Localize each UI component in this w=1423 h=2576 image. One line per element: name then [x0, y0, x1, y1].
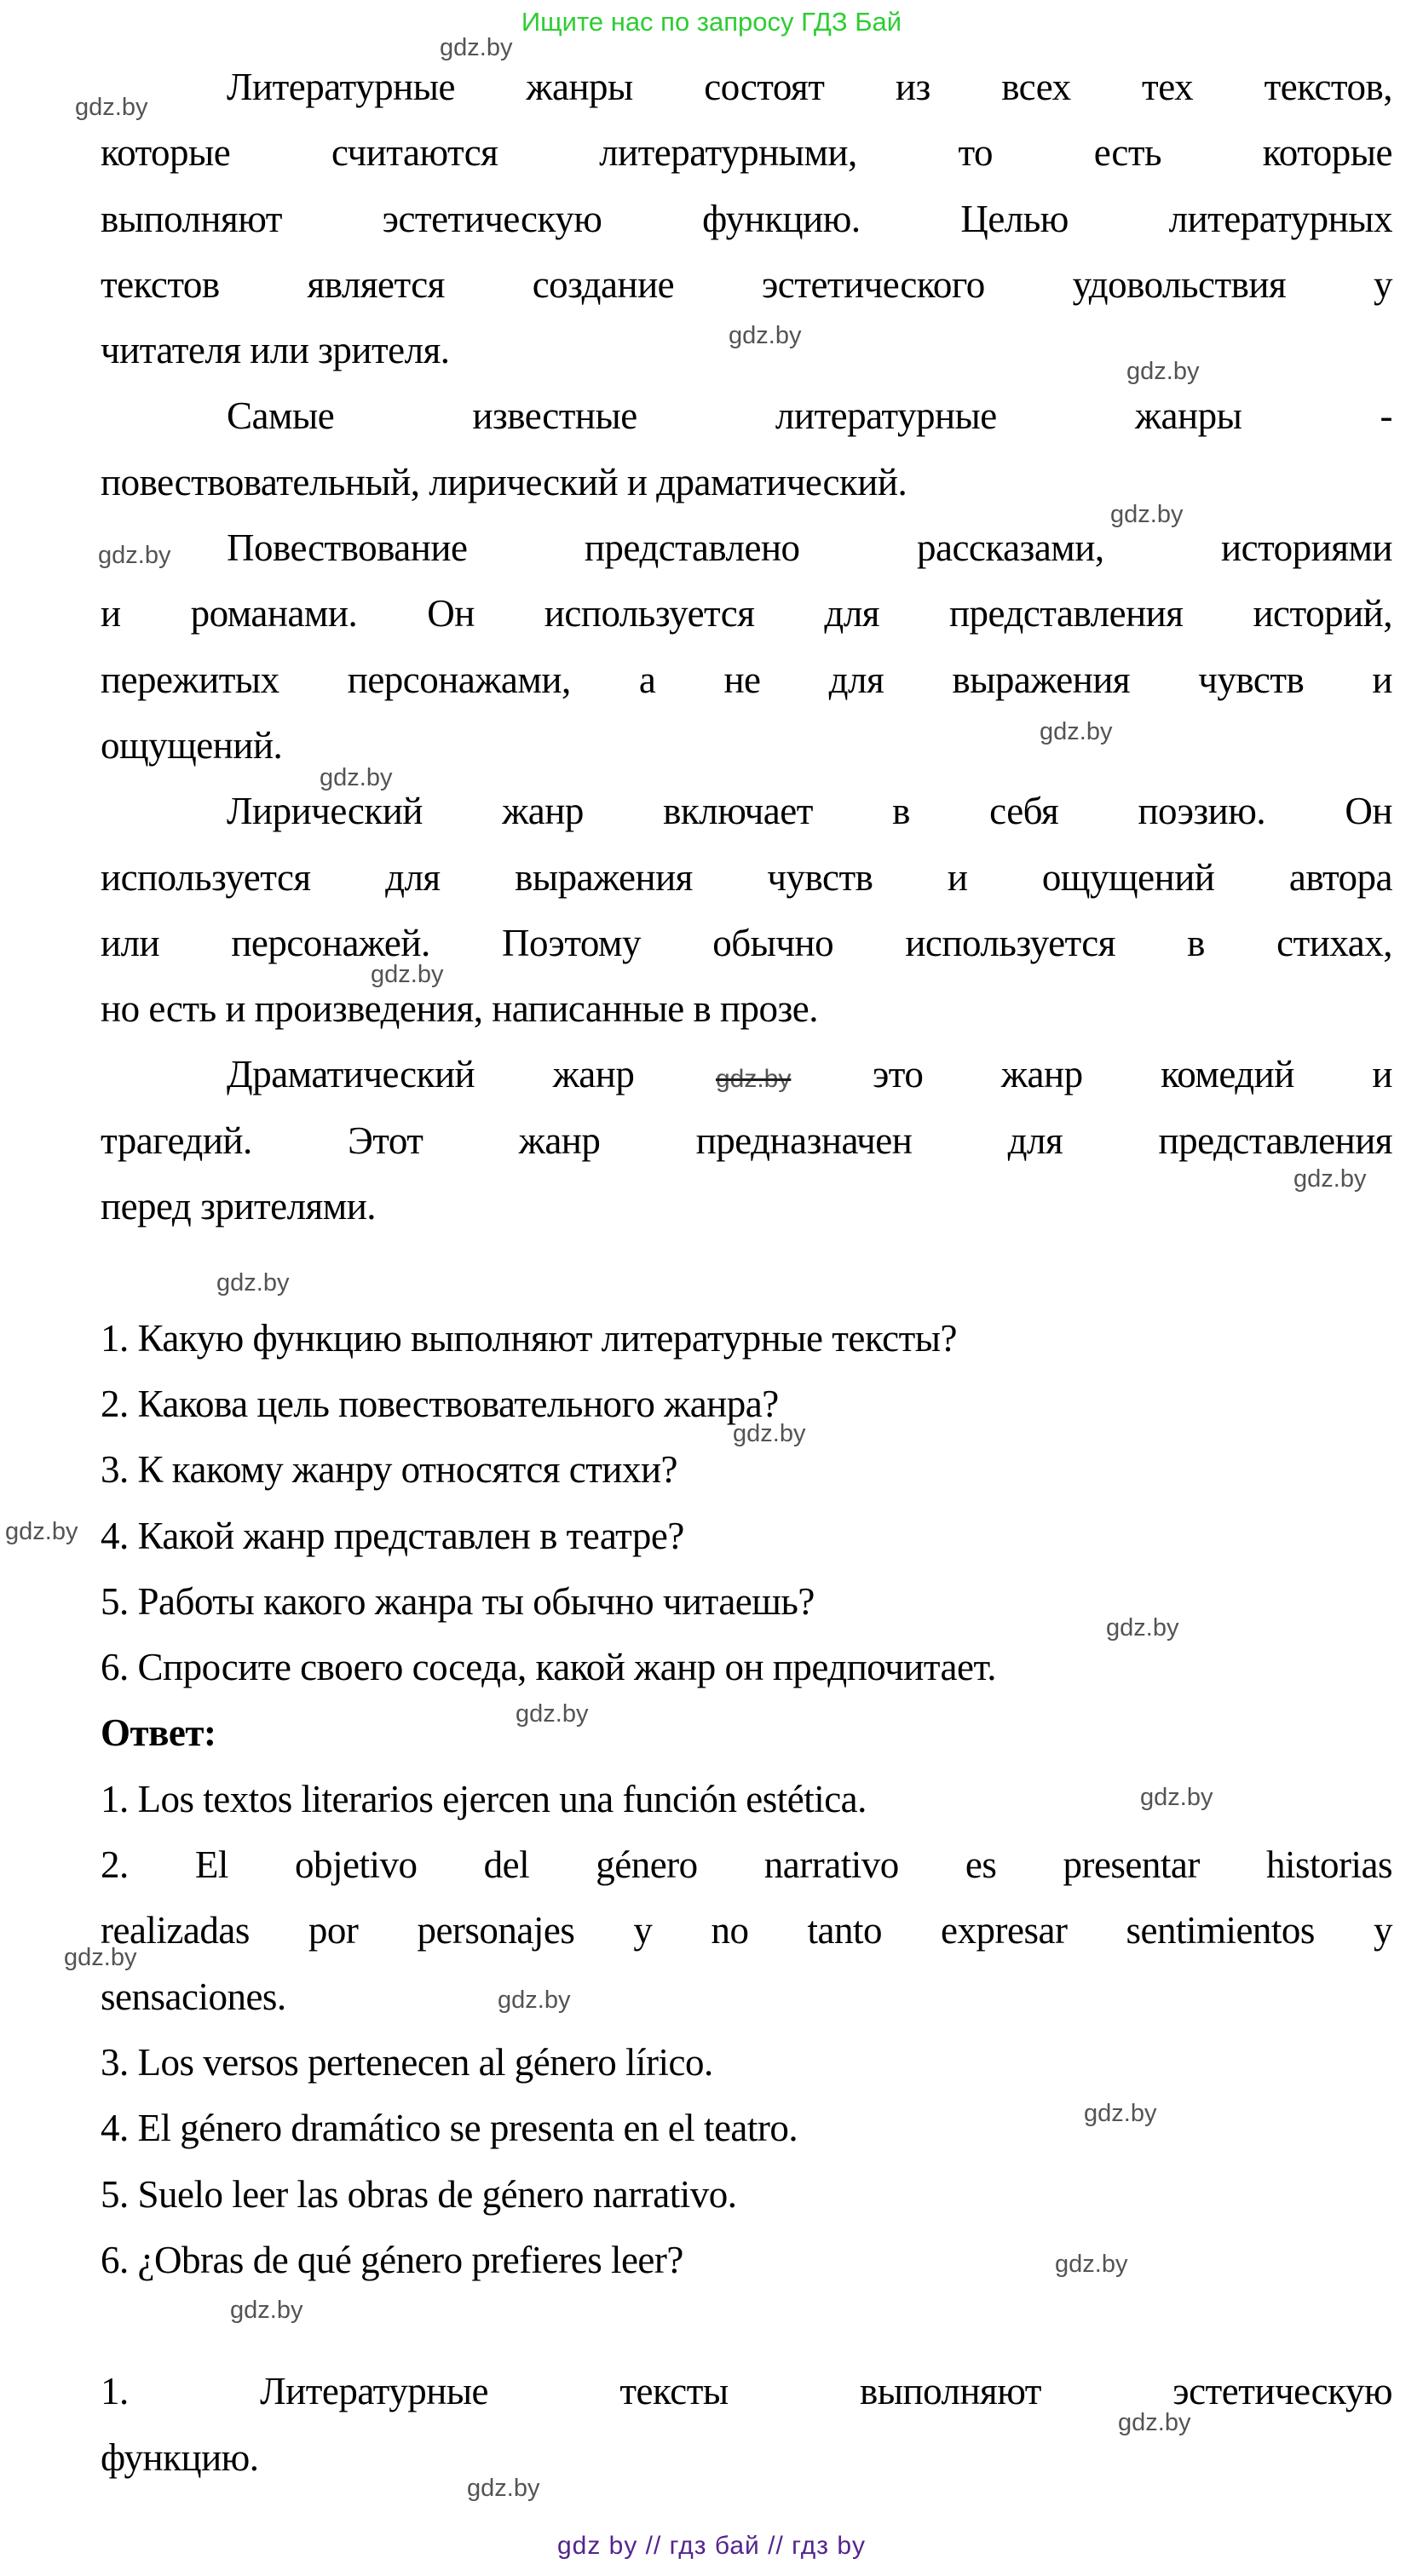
gdz-watermark: gdz.by [75, 94, 148, 121]
text-line-35: 1. Литературные тексты выполняют эстетическую [101, 2370, 1392, 2413]
gdz-watermark: gdz.by [1055, 2251, 1128, 2278]
gdz-watermark: gdz.by [320, 764, 393, 791]
text-line-4: читателя или зрителя. [101, 329, 450, 372]
gdz-watermark: gdz.by [1040, 718, 1113, 745]
gdz-watermark: gdz.by [1106, 1614, 1179, 1642]
gdz-watermark: gdz.by [371, 961, 444, 988]
text-line-32: 5. Suelo leer las obras de género narrativo. [101, 2172, 737, 2216]
gdz-watermark: gdz.by [440, 34, 513, 61]
gdz-watermark: gdz.by [216, 1269, 290, 1297]
promo-banner-text: Ищите нас по запросу ГДЗ Бай [521, 7, 902, 37]
text-line-8: и романами. Он используется для представления историй, [101, 592, 1392, 635]
text-line-9: пережитых персонажами, а не для выражения чувств и [101, 658, 1392, 701]
gdz-watermark: gdz.by [1110, 501, 1184, 528]
text-line-2: выполняют эстетическую функцию. Целью литературных [101, 197, 1392, 240]
text-line-12: используется для выражения чувств и ощущений автора [101, 855, 1392, 899]
gdz-watermark: gdz.by [1293, 1165, 1367, 1193]
gdz-watermark: gdz.by [1084, 2100, 1157, 2127]
gdz-watermark: gdz.by [5, 1518, 78, 1545]
text-line-25: Ответ: [101, 1711, 216, 1755]
gdz-watermark: gdz.by [98, 542, 171, 569]
text-line-22: 4. Какой жанр представлен в театре? [101, 1514, 684, 1557]
text-line-27: 2. El objetivo del género narrativo es presentar historias [101, 1843, 1392, 1887]
text-line-19: 1. Какую функцию выполняют литературные тексты? [101, 1316, 957, 1360]
text-line-15 [101, 1042, 1392, 1107]
text-line-3: текстов является создание эстетического удовольствия у [101, 262, 1392, 306]
text-line-16: трагедий. Этот жанр предназначен для представления [101, 1118, 1392, 1162]
text-line-36: функцию. [101, 2435, 259, 2479]
text-line-13: или персонажей. Поэтому обычно используется в стихах, [101, 921, 1392, 964]
gdz-watermark-inline: gdz.by [715, 1065, 792, 1094]
text-line-14: но есть и произведения, написанные в прозе. [101, 987, 819, 1031]
text-line-10: ощущений. [101, 723, 283, 767]
gdz-watermark: gdz.by [516, 1700, 589, 1728]
text-line-11: Лирический жанр включает в себя поэзию. Он [227, 790, 1392, 833]
gdz-watermark: gdz.by [733, 1420, 806, 1447]
gdz-watermark: gdz.by [230, 2297, 303, 2324]
document-text-block [101, 55, 1392, 2491]
blank-line [101, 1239, 1392, 1305]
gdz-watermark: gdz.by [1126, 358, 1200, 385]
text-line-29: sensaciones. [101, 1975, 286, 2018]
gdz-watermark: gdz.by [1118, 2409, 1191, 2436]
text-segment: это жанр комедий и [872, 1053, 1392, 1096]
text-line-30: 3. Los versos pertenecen al género lírico. [101, 2040, 713, 2084]
text-line-7: Повествование представлено рассказами, историями [227, 526, 1392, 570]
text-line-23: 5. Работы какого жанра ты обычно читаешь? [101, 1579, 815, 1623]
text-line-6: повествовательный, лирический и драматический. [101, 460, 907, 503]
text-line-17: перед зрителями. [101, 1185, 377, 1228]
text-line-21: 3. К какому жанру относятся стихи? [101, 1448, 678, 1492]
text-segment: Драматический жанр [227, 1053, 635, 1096]
text-line-0: Литературные жанры состоят из всех тех текстов, [227, 66, 1392, 108]
gdz-watermark: gdz.by [498, 1987, 571, 2014]
gdz-watermark: gdz.by [467, 2475, 540, 2502]
gdz-watermark: gdz.by [64, 1944, 137, 1971]
text-line-24: 6. Спросите своего соседа, какой жанр он предпочитает. [101, 1646, 997, 1689]
gdz-watermark: gdz.by [1140, 1784, 1213, 1811]
text-line-20: 2. Какова цель повествовательного жанра? [101, 1382, 779, 1425]
text-line-33: 6. ¿Obras de qué género prefieres leer? [101, 2238, 683, 2281]
text-line-28: realizadas por personajes y no tanto expresar sentimientos y [101, 1909, 1392, 1952]
text-line-1: которые считаются литературными, то есть которые [101, 131, 1392, 175]
text-line-5: Самые известные литературные жанры - [227, 394, 1392, 438]
text-line-31: 4. El género dramático se presenta en el teatro. [101, 2107, 798, 2150]
gdz-watermark: gdz.by [729, 322, 802, 349]
text-line-26: 1. Los textos literarios ejercen una función estética. [101, 1777, 867, 1820]
footer-watermark-text: gdz by // гдз бай // гдз by [556, 2532, 867, 2560]
